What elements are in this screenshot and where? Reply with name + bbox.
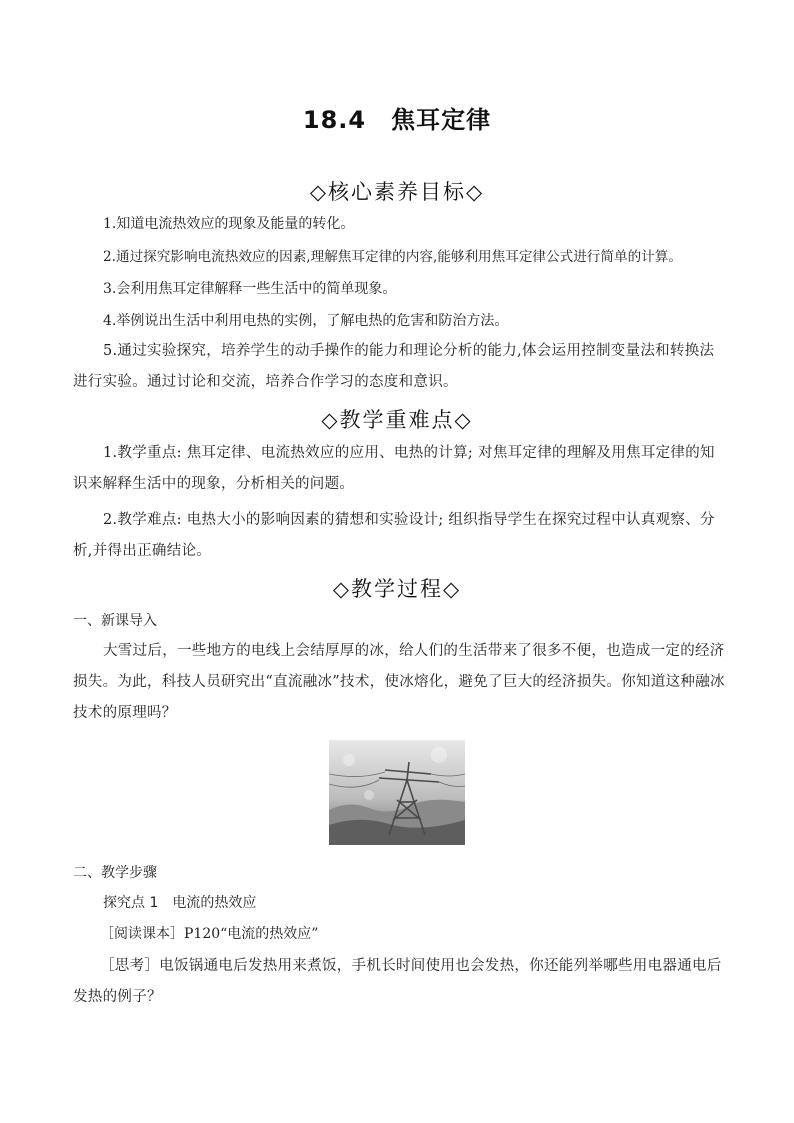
intro-paragraph: 大雪过后，一些地方的电线上会结厚厚的冰，给人们的生活带来了很多不便，也造成一定的经济损失。为此，科技人员研究出“直流融冰”技术，使冰熔化，避免了巨大的经济损失。你知道这种融冰技术的原理吗？: [73, 643, 725, 721]
read-textbook-line: ［阅读课本］P120“电流的热效应”: [100, 926, 319, 942]
key-point-paragraph: 1.教学重点: 焦耳定律、电流热效应的应用、电热的计算; 对焦耳定律的理解及用焦耳定律的知识来解释生活中的现象，分析相关的问题。: [73, 445, 715, 492]
goal-item-5: 5.通过实验探究，培养学生的动手操作的能力和理论分析的能力,体会运用控制变量法和转换法进行实验。通过讨论和交流，培养合作学习的态度和意识。: [73, 343, 715, 390]
part1-heading: 一、新课导入: [73, 613, 157, 629]
part2-heading: 二、教学步骤: [73, 865, 157, 881]
difficult-point-paragraph: 2.教学难点: 电热大小的影响因素的猜想和实验设计; 组织指导学生在探究过程中认真观察、分析,并得出正确结论。: [73, 512, 715, 559]
think-paragraph: ［思考］电饭锅通电后发热用来煮饭，手机长时间使用也会发热，你还能列举哪些用电器通电后发热的例子？: [73, 958, 722, 1005]
section-heading-goals: ◇核心素养目标◇: [309, 180, 485, 204]
section-heading-keys: ◇教学重难点◇: [321, 408, 473, 432]
frozen-power-tower-photo: [329, 740, 465, 845]
explore-point-1: 探究点 1 电流的热效应: [103, 895, 257, 911]
goal-item-2: 2.通过探究影响电流热效应的因素,理解焦耳定律的内容,能够利用焦耳定律公式进行简单的计算。: [103, 249, 682, 265]
page-title: 18.4 焦耳定律: [302, 106, 492, 134]
goal-item-3: 3.会利用焦耳定律解释一些生活中的简单现象。: [103, 281, 397, 297]
goal-item-1: 1.知道电流热效应的现象及能量的转化。: [103, 216, 355, 232]
goal-item-4: 4.举例说出生活中利用电热的实例，了解电热的危害和防治方法。: [103, 313, 509, 329]
section-heading-process: ◇教学过程◇: [332, 577, 462, 601]
